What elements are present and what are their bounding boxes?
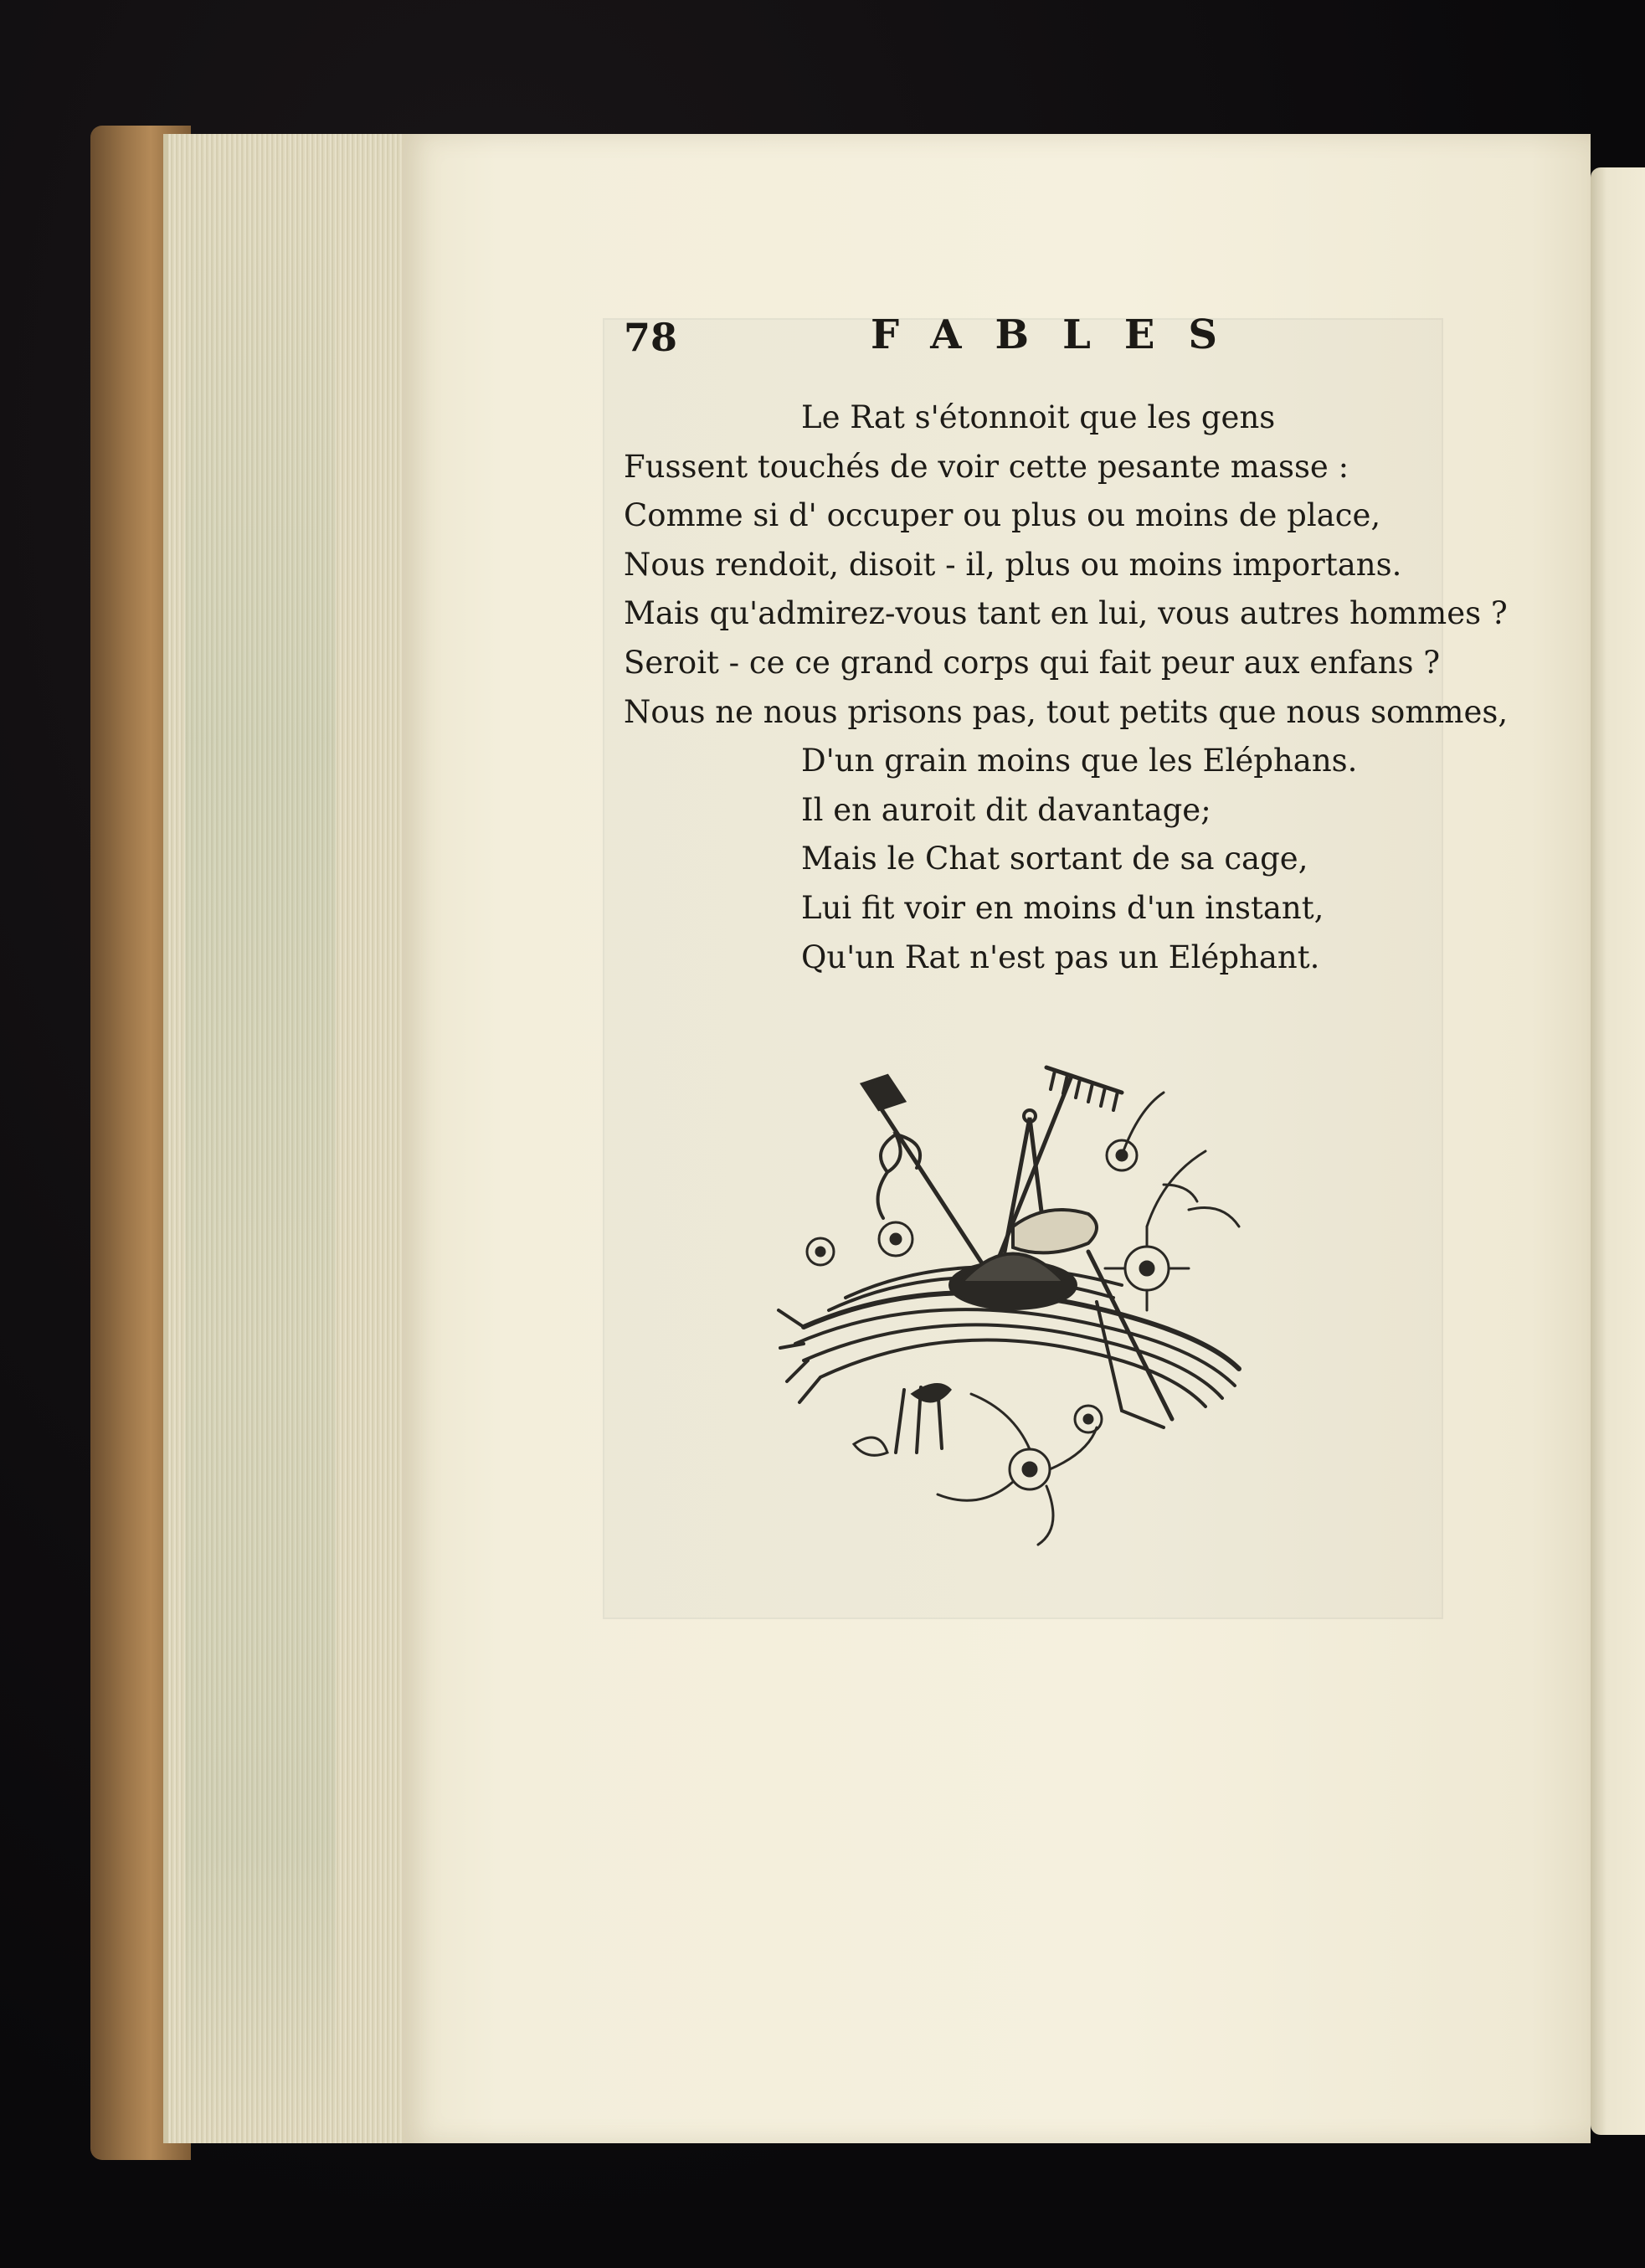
woodcut-vignette-icon [770,1059,1306,1553]
poem-line: Mais le Chat sortant de sa cage, [801,841,1308,877]
poem-line: Il en auroit dit davantage; [801,791,1211,828]
poem-line: Fussent touchés de voir cette pesante masse : [624,448,1349,485]
page-edges [163,134,428,2143]
poem-line: Comme si d' occuper ou plus ou moins de place, [624,497,1381,534]
page-header [624,311,1377,370]
poem-line: Nous rendoit, disoit - il, plus ou moins importans. [624,546,1402,583]
poem-line: Nous ne nous prisons pas, tout petits que nous sommes, [624,693,1509,730]
facing-page-edge [1591,167,1645,2135]
poem-line: Le Rat s'étonnoit que les gens [801,399,1276,435]
page-number: 78 [624,315,678,360]
poem-line: Lui fit voir en moins d'un instant, [801,889,1324,926]
running-title: FABLES [871,311,1252,358]
poem-text [624,393,1553,982]
poem-line: Seroit - ce ce grand corps qui fait peur aux enfans ? [624,644,1441,681]
poem-line: Qu'un Rat n'est pas un Eléphant. [801,939,1320,975]
poem-line: D'un grain moins que les Eléphans. [801,743,1358,779]
poem-line: Mais qu'admirez-vous tant en lui, vous autres hommes ? [624,595,1508,632]
